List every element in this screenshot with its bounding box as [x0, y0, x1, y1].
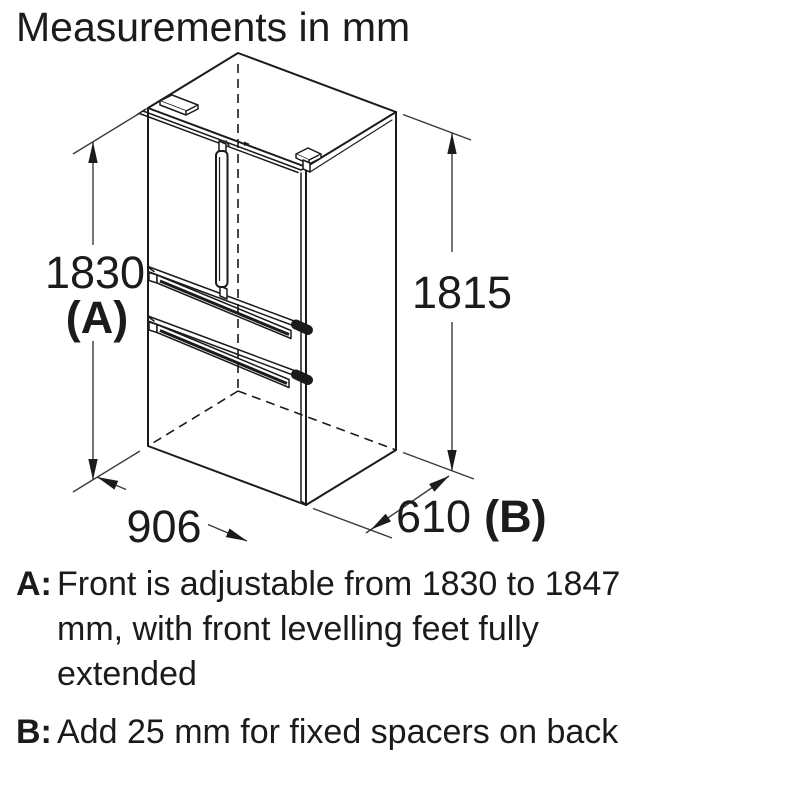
- arrow-right-icon: [429, 476, 449, 492]
- door-handle: [216, 141, 228, 299]
- page-title: Measurements in mm: [16, 4, 411, 50]
- arrow-up-icon: [88, 142, 97, 163]
- note-a-text: Front is adjustable from 1830 to 1847 mm, with front levelling feet fully extended: [57, 565, 621, 693]
- fridge-doors-detail: [138, 109, 392, 505]
- fridge-cabinet-outline: [148, 53, 396, 505]
- dimension-ref-a: (A): [65, 292, 129, 343]
- note-b-prefix: B:: [16, 713, 52, 751]
- dimension-ref-b: (B): [484, 491, 547, 542]
- dimension-width: [97, 477, 392, 552]
- dimension-label-height-side: 1815: [411, 267, 513, 318]
- dimension-label-width: 906: [126, 501, 202, 552]
- arrow-up-icon: [447, 133, 456, 154]
- arrow-left-icon: [97, 477, 118, 490]
- freezer-drawer-handle-lower: [149, 322, 289, 388]
- arrow-down-icon: [88, 459, 97, 480]
- arrow-down-icon: [447, 450, 456, 471]
- note-b-text: Add 25 mm for fixed spacers on back: [57, 713, 619, 751]
- divider-gap-band: [296, 325, 308, 331]
- dimension-label-height-front: 1830: [44, 247, 146, 298]
- arrow-left-icon: [371, 514, 391, 530]
- divider-gap-band: [296, 375, 308, 381]
- hinge-plate-left: [160, 95, 198, 115]
- note-a-prefix: A:: [16, 565, 52, 603]
- dimension-label-depth: 610 (B): [396, 491, 547, 542]
- arrow-right-icon: [226, 529, 247, 542]
- dimension-height-side: [403, 115, 512, 480]
- dimension-depth: [366, 476, 547, 542]
- hinge-plate-right: [296, 148, 321, 172]
- dimension-height-front: [45, 113, 145, 492]
- note-a: [16, 562, 620, 697]
- note-b: [16, 710, 618, 755]
